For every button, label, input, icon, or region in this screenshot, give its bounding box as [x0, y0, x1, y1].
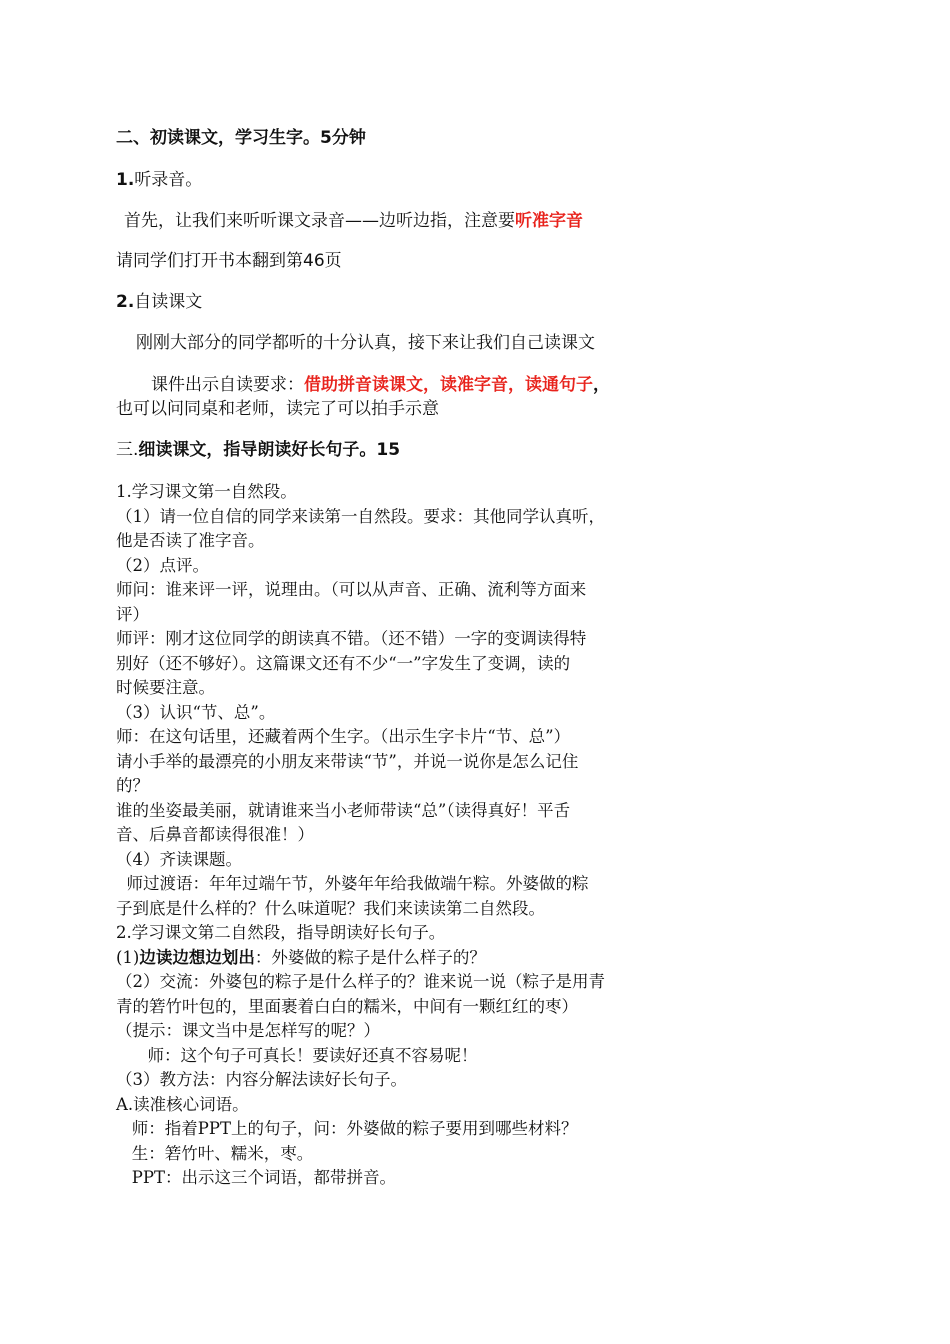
- body-line: 青的箬竹叶包的，里面裹着白白的糯米，中间有一颗红红的枣）: [116, 996, 578, 1016]
- body-line: A.读准核心词语。: [116, 1094, 249, 1114]
- step-1-text: 听录音。: [134, 170, 203, 190]
- listen-instruction-emphasis: 听准字音: [515, 211, 583, 231]
- body-line: 的？: [116, 776, 149, 795]
- body-line: （3）认识“节、总”。: [116, 702, 276, 722]
- body-line: （3）教方法：内容分解法读好长句子。: [116, 1070, 407, 1089]
- body-line: （1）请一位自信的同学来读第一自然段。要求：其他同学认真听，: [116, 506, 605, 526]
- body-line: 请小手举的最漂亮的小朋友来带读“节”，并说一说你是怎么记住: [116, 751, 579, 771]
- body-line: 师过渡语：年年过端午节，外婆年年给我做端午粽。外婆做的粽: [116, 874, 589, 893]
- item-text: ：外婆做的粽子是什么样子的？: [254, 947, 486, 967]
- bold-instruction: 边读边想边划出: [139, 947, 255, 967]
- listen-instruction-text: 首先，让我们来听听课文录音——边听边指，注意要: [124, 211, 515, 231]
- body-line: 时候要注意。: [116, 678, 215, 697]
- body-line: （2）交流：外婆包的粽子是什么样子的？谁来说一说（粽子是用青: [116, 972, 605, 991]
- body-line: 他是否读了准字音。: [116, 531, 265, 550]
- body-line: 别好（还不够好）。这篇课文还有不少“一”字发生了变调，读的: [116, 653, 571, 673]
- step-2-line: [116, 291, 202, 313]
- body-line: [116, 946, 486, 971]
- requirement-line-2: 也可以问同桌和老师，读完了可以拍手示意: [116, 399, 439, 419]
- body-line: 音、后鼻音都读得很准！）: [116, 825, 314, 844]
- body-line: 谁的坐姿最美丽，就请谁来当小老师带读“总”（读得真好！平舌: [116, 800, 571, 820]
- body-line: 子到底是什么样的？什么味道呢？我们来读读第二自然段。: [116, 898, 545, 918]
- step-1-line: [116, 169, 202, 191]
- listen-instruction: [124, 210, 583, 232]
- body-line: 2.学习课文第二自然段，指导朗读好长句子。: [116, 923, 446, 942]
- section-three-heading: [116, 439, 400, 461]
- body-line: 评）: [116, 604, 149, 624]
- step-2-number: 2.: [116, 292, 135, 312]
- step-2-text: 自读课文: [134, 292, 203, 312]
- requirement-emphasis: 借助拼音读课文，读准字音，读通句子: [304, 375, 593, 395]
- section-two-heading: 二、初读课文，学习生字。5分钟: [116, 128, 366, 148]
- open-book-line: 请同学们打开书本翻到第46页: [116, 251, 342, 271]
- body-line: 师：在这句话里，还藏着两个生字。（出示生字卡片“节、总”）: [116, 727, 571, 746]
- step-1-number: 1.: [116, 170, 135, 190]
- body-line: PPT：出示这三个词语，都带拼音。: [116, 1168, 396, 1187]
- section-three-title: 细读课文，指导朗读好长句子。15: [138, 440, 401, 460]
- body-line: （2）点评。: [116, 555, 209, 575]
- requirement-line: [151, 374, 610, 396]
- requirement-comma: ，: [593, 375, 610, 395]
- requirement-prefix: 课件出示自读要求：: [151, 375, 304, 395]
- self-read-line: 刚刚大部分的同学都听的十分认真，接下来让我们自己读课文: [136, 333, 595, 353]
- body-line: 生：箬竹叶、糯米，枣。: [116, 1143, 314, 1163]
- body-line: 师：这个句子可真长！要读好还真不容易呢！: [116, 1045, 478, 1065]
- body-line: 1.学习课文第一自然段。: [116, 482, 297, 501]
- body-line: 师：指着PPT上的句子，问：外婆做的粽子要用到哪些材料？: [116, 1119, 578, 1138]
- body-line: 师问：谁来评一评，说理由。（可以从声音、正确、流利等方面来: [116, 580, 587, 599]
- body-line: （提示：课文当中是怎样写的呢？）: [116, 1021, 380, 1040]
- section-three-number: 三.: [116, 440, 139, 460]
- item-marker: (1): [116, 947, 140, 967]
- body-line: （4）齐读课题。: [116, 849, 242, 869]
- body-line: 师评：刚才这位同学的朗读真不错。（还不错）一字的变调读得特: [116, 629, 587, 648]
